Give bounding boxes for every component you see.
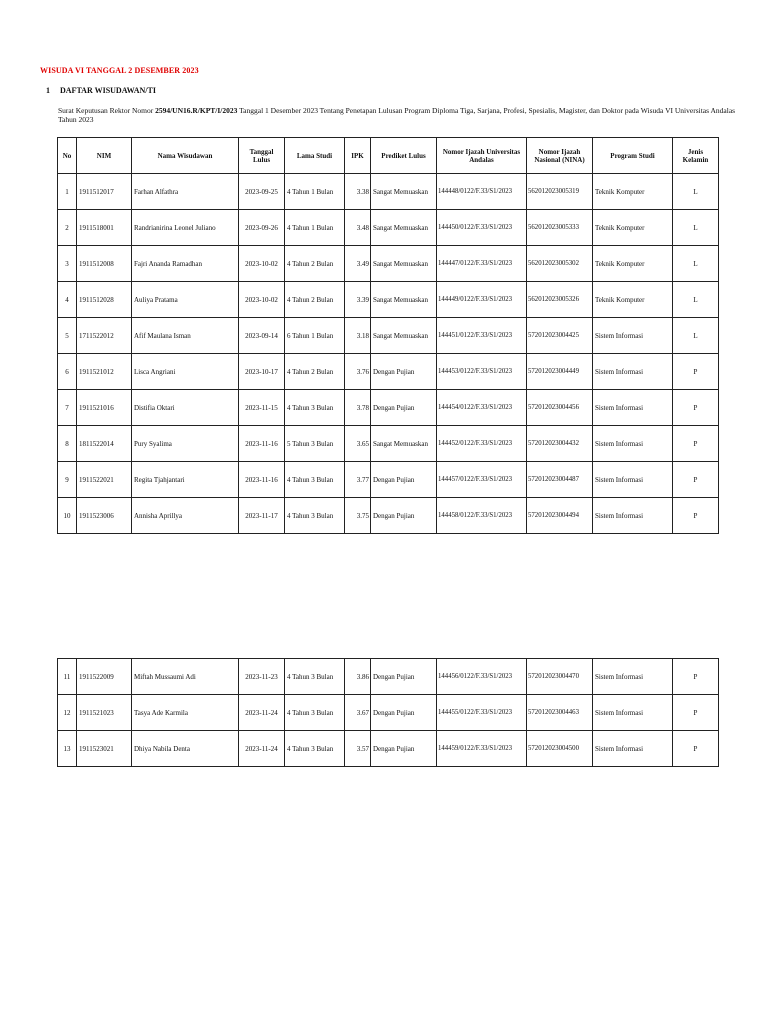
nim-cell: 1911523006 [77, 498, 132, 534]
gpa-cell: 3.49 [345, 246, 371, 282]
gpa-cell: 3.48 [345, 210, 371, 246]
table-row [58, 390, 719, 426]
row-number: 10 [58, 498, 77, 534]
graduation-date-cell: 2023-11-24 [239, 731, 285, 767]
row-number: 12 [58, 695, 77, 731]
study-duration-cell: 4 Tahun 3 Bulan [285, 462, 345, 498]
study-duration-cell: 4 Tahun 3 Bulan [285, 659, 345, 695]
diploma-number-cell: 144448/0122/F.33/S1/2023 [437, 174, 527, 210]
gender-cell: L [673, 246, 719, 282]
gender-cell: P [673, 426, 719, 462]
graduation-date-cell: 2023-10-17 [239, 354, 285, 390]
nina-cell: 572012023004432 [527, 426, 593, 462]
row-number: 6 [58, 354, 77, 390]
nina-cell: 562012023005333 [527, 210, 593, 246]
name-cell: Annisha Aprillya [132, 498, 239, 534]
nina-cell: 572012023004456 [527, 390, 593, 426]
predicate-cell: Dengan Pujian [371, 354, 437, 390]
row-number: 7 [58, 390, 77, 426]
study-duration-cell: 4 Tahun 3 Bulan [285, 695, 345, 731]
table-row [58, 498, 719, 534]
program-cell: Teknik Komputer [593, 246, 673, 282]
table-row [58, 210, 719, 246]
gender-cell: P [673, 498, 719, 534]
gpa-cell: 3.39 [345, 282, 371, 318]
col-header: Lama Studi [285, 138, 345, 174]
program-cell: Teknik Komputer [593, 174, 673, 210]
graduation-date-cell: 2023-11-24 [239, 695, 285, 731]
gender-cell: P [673, 390, 719, 426]
row-number: 13 [58, 731, 77, 767]
program-cell: Sistem Informasi [593, 354, 673, 390]
gender-cell: P [673, 659, 719, 695]
study-duration-cell: 4 Tahun 3 Bulan [285, 731, 345, 767]
row-number: 2 [58, 210, 77, 246]
col-header: Nama Wisudawan [132, 138, 239, 174]
name-cell: Afif Maulana Isman [132, 318, 239, 354]
predicate-cell: Dengan Pujian [371, 695, 437, 731]
gender-cell: L [673, 174, 719, 210]
study-duration-cell: 6 Tahun 1 Bulan [285, 318, 345, 354]
predicate-cell: Dengan Pujian [371, 498, 437, 534]
nina-cell: 562012023005319 [527, 174, 593, 210]
gpa-cell: 3.75 [345, 498, 371, 534]
study-duration-cell: 4 Tahun 2 Bulan [285, 282, 345, 318]
col-header: Prediket Lulus [371, 138, 437, 174]
nim-cell: 1811522014 [77, 426, 132, 462]
nim-cell: 1911522021 [77, 462, 132, 498]
program-cell: Teknik Komputer [593, 282, 673, 318]
gpa-cell: 3.67 [345, 695, 371, 731]
study-duration-cell: 4 Tahun 3 Bulan [285, 390, 345, 426]
gpa-cell: 3.77 [345, 462, 371, 498]
diploma-number-cell: 144450/0122/F.33/S1/2023 [437, 210, 527, 246]
name-cell: Dhiya Nabila Denta [132, 731, 239, 767]
diploma-number-cell: 144447/0122/F.33/S1/2023 [437, 246, 527, 282]
predicate-cell: Sangat Memuaskan [371, 246, 437, 282]
table-row [58, 659, 719, 695]
nim-cell: 1911521016 [77, 390, 132, 426]
nim-cell: 1711522012 [77, 318, 132, 354]
study-duration-cell: 4 Tahun 2 Bulan [285, 354, 345, 390]
gpa-cell: 3.78 [345, 390, 371, 426]
table-row [58, 174, 719, 210]
predicate-cell: Sangat Memuaskan [371, 282, 437, 318]
nim-cell: 1911521023 [77, 695, 132, 731]
program-cell: Sistem Informasi [593, 462, 673, 498]
gpa-cell: 3.18 [345, 318, 371, 354]
gender-cell: L [673, 210, 719, 246]
diploma-number-cell: 144456/0122/F.33/S1/2023 [437, 659, 527, 695]
col-header: Tanggal Lulus [239, 138, 285, 174]
gpa-cell: 3.57 [345, 731, 371, 767]
diploma-number-cell: 144455/0122/F.33/S1/2023 [437, 695, 527, 731]
graduation-date-cell: 2023-11-15 [239, 390, 285, 426]
nina-cell: 572012023004449 [527, 354, 593, 390]
col-header: Program Studi [593, 138, 673, 174]
program-cell: Sistem Informasi [593, 498, 673, 534]
row-number: 9 [58, 462, 77, 498]
study-duration-cell: 5 Tahun 3 Bulan [285, 426, 345, 462]
predicate-cell: Dengan Pujian [371, 731, 437, 767]
diploma-number-cell: 144451/0122/F.33/S1/2023 [437, 318, 527, 354]
predicate-cell: Dengan Pujian [371, 659, 437, 695]
table-row [58, 695, 719, 731]
col-header: Jenis Kelamin [673, 138, 719, 174]
graduation-date-cell: 2023-11-16 [239, 462, 285, 498]
diploma-number-cell: 144454/0122/F.33/S1/2023 [437, 390, 527, 426]
gender-cell: L [673, 318, 719, 354]
program-cell: Sistem Informasi [593, 695, 673, 731]
decree-suffix: Tanggal 1 Desember 2023 Tentang Penetapan Lulusan Program Diploma Tiga, Sarjana, Profesi, Spesialis, Magister, dan Doktor pada Wisuda VI Universitas Andalas Tahun 2023 [58, 106, 736, 124]
program-cell: Sistem Informasi [593, 318, 673, 354]
decree-prefix: Surat Keputusan Rektor Nomor [58, 106, 156, 115]
col-header: IPK [345, 138, 371, 174]
document-title: WISUDA VI TANGGAL 2 DESEMBER 2023 [40, 66, 199, 75]
program-cell: Sistem Informasi [593, 390, 673, 426]
gpa-cell: 3.38 [345, 174, 371, 210]
row-number: 11 [58, 659, 77, 695]
table-row [58, 318, 719, 354]
col-header: Nomor Ijazah Universitas Andalas [437, 138, 527, 174]
gender-cell: P [673, 695, 719, 731]
row-number: 1 [58, 174, 77, 210]
name-cell: Auliya Pratama [132, 282, 239, 318]
study-duration-cell: 4 Tahun 1 Bulan [285, 174, 345, 210]
name-cell: Lisca Angriani [132, 354, 239, 390]
name-cell: Randrianirina Leonel Juliano [132, 210, 239, 246]
table-row [58, 246, 719, 282]
nina-cell: 562012023005326 [527, 282, 593, 318]
program-cell: Sistem Informasi [593, 426, 673, 462]
predicate-cell: Sangat Memuaskan [371, 210, 437, 246]
nim-cell: 1911522009 [77, 659, 132, 695]
predicate-cell: Sangat Memuaskan [371, 318, 437, 354]
graduation-date-cell: 2023-09-25 [239, 174, 285, 210]
table-row [58, 731, 719, 767]
gender-cell: P [673, 731, 719, 767]
predicate-cell: Sangat Memuaskan [371, 174, 437, 210]
gender-cell: P [673, 462, 719, 498]
nim-cell: 1911518001 [77, 210, 132, 246]
section-number: 1 [46, 86, 50, 95]
name-cell: Distifia Oktari [132, 390, 239, 426]
study-duration-cell: 4 Tahun 3 Bulan [285, 498, 345, 534]
graduation-date-cell: 2023-11-23 [239, 659, 285, 695]
section-title: DAFTAR WISUDAWAN/TI [60, 86, 156, 95]
table-row [58, 354, 719, 390]
study-duration-cell: 4 Tahun 2 Bulan [285, 246, 345, 282]
predicate-cell: Dengan Pujian [371, 462, 437, 498]
row-number: 8 [58, 426, 77, 462]
table-row [58, 426, 719, 462]
nina-cell: 572012023004425 [527, 318, 593, 354]
graduation-date-cell: 2023-09-14 [239, 318, 285, 354]
diploma-number-cell: 144452/0122/F.33/S1/2023 [437, 426, 527, 462]
graduates-table-page1 [57, 137, 719, 534]
row-number: 3 [58, 246, 77, 282]
nina-cell: 572012023004470 [527, 659, 593, 695]
graduation-date-cell: 2023-10-02 [239, 282, 285, 318]
nim-cell: 1911512017 [77, 174, 132, 210]
nina-cell: 572012023004500 [527, 731, 593, 767]
graduation-date-cell: 2023-10-02 [239, 246, 285, 282]
section-heading [46, 86, 156, 95]
nina-cell: 572012023004463 [527, 695, 593, 731]
row-number: 5 [58, 318, 77, 354]
name-cell: Pury Syalima [132, 426, 239, 462]
decree-number: 2594/UN16.R/KPT/I/2023 [155, 106, 238, 115]
study-duration-cell: 4 Tahun 1 Bulan [285, 210, 345, 246]
name-cell: Regita Tjahjantari [132, 462, 239, 498]
nim-cell: 1911523021 [77, 731, 132, 767]
gpa-cell: 3.86 [345, 659, 371, 695]
row-number: 4 [58, 282, 77, 318]
nim-cell: 1911521012 [77, 354, 132, 390]
graduation-date-cell: 2023-11-17 [239, 498, 285, 534]
table-header-row [58, 138, 719, 174]
nim-cell: 1911512008 [77, 246, 132, 282]
diploma-number-cell: 144458/0122/F.33/S1/2023 [437, 498, 527, 534]
nina-cell: 562012023005302 [527, 246, 593, 282]
name-cell: Tasya Ade Karmila [132, 695, 239, 731]
predicate-cell: Sangat Memuaskan [371, 426, 437, 462]
name-cell: Miftah Mussaumi Adi [132, 659, 239, 695]
col-header: Nomor Ijazah Nasional (NINA) [527, 138, 593, 174]
diploma-number-cell: 144453/0122/F.33/S1/2023 [437, 354, 527, 390]
table-row [58, 282, 719, 318]
diploma-number-cell: 144449/0122/F.33/S1/2023 [437, 282, 527, 318]
col-header: No [58, 138, 77, 174]
nina-cell: 572012023004494 [527, 498, 593, 534]
program-cell: Teknik Komputer [593, 210, 673, 246]
gender-cell: P [673, 354, 719, 390]
gpa-cell: 3.76 [345, 354, 371, 390]
nina-cell: 572012023004487 [527, 462, 593, 498]
name-cell: Farhan Alfathra [132, 174, 239, 210]
diploma-number-cell: 144459/0122/F.33/S1/2023 [437, 731, 527, 767]
graduation-date-cell: 2023-11-16 [239, 426, 285, 462]
program-cell: Sistem Informasi [593, 659, 673, 695]
table-row [58, 462, 719, 498]
graduation-date-cell: 2023-09-26 [239, 210, 285, 246]
program-cell: Sistem Informasi [593, 731, 673, 767]
graduates-table-page2 [57, 658, 719, 767]
col-header: NIM [77, 138, 132, 174]
gpa-cell: 3.65 [345, 426, 371, 462]
nim-cell: 1911512028 [77, 282, 132, 318]
diploma-number-cell: 144457/0122/F.33/S1/2023 [437, 462, 527, 498]
name-cell: Fajri Ananda Ramadhan [132, 246, 239, 282]
predicate-cell: Dengan Pujian [371, 390, 437, 426]
decree-paragraph [58, 106, 748, 124]
gender-cell: L [673, 282, 719, 318]
